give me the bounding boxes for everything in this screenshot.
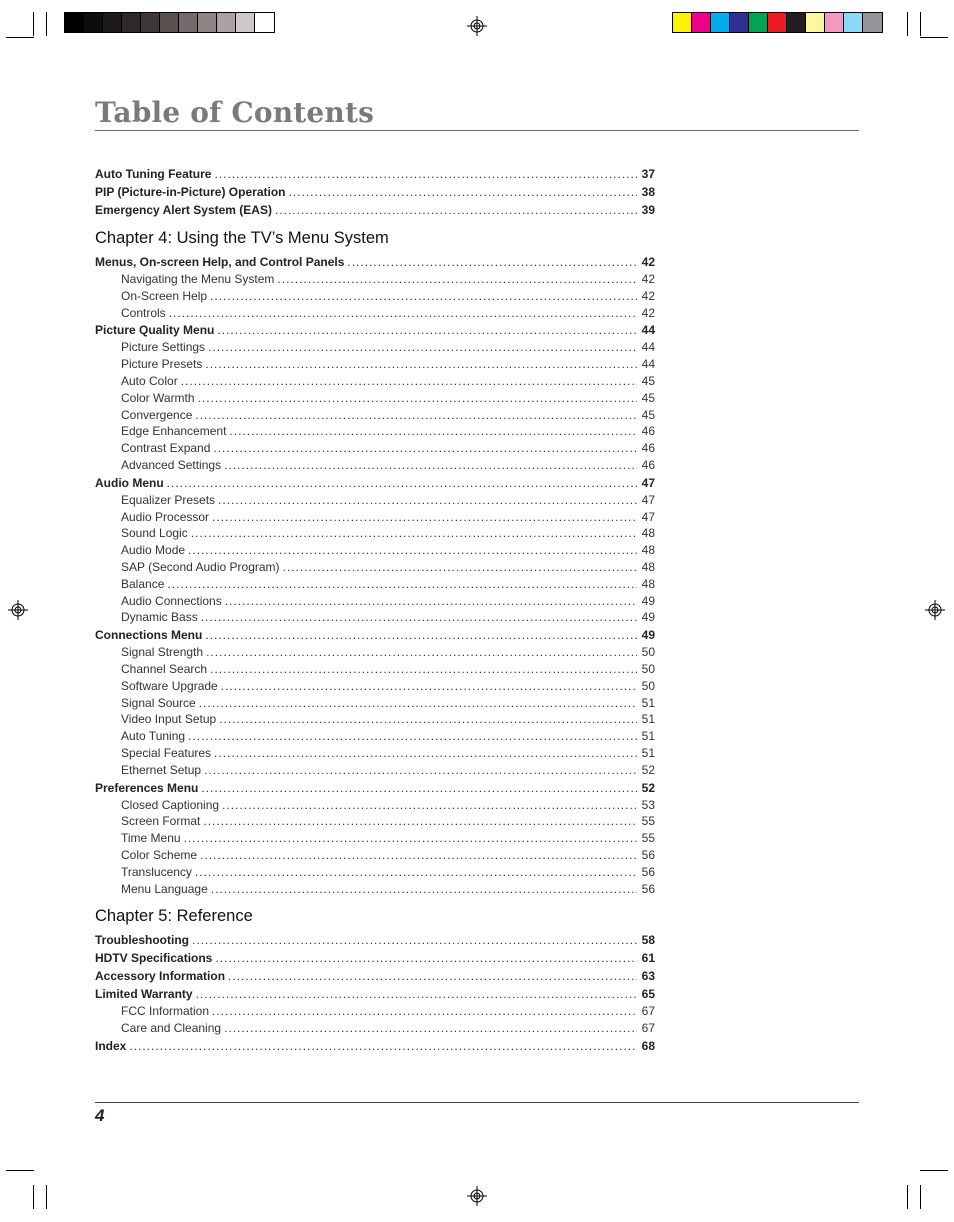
- crop-mark: [907, 1185, 908, 1209]
- dot-leader: [208, 339, 637, 356]
- toc-entry[interactable]: [95, 985, 655, 1003]
- chapter-5-heading: Chapter 5: Reference: [95, 907, 253, 926]
- dot-leader: [219, 711, 637, 728]
- toc-entry-label: Controls: [121, 305, 166, 320]
- toc-entry[interactable]: [95, 949, 655, 967]
- color-swatch: [179, 13, 198, 32]
- dot-leader: [211, 881, 637, 898]
- dot-leader: [192, 931, 637, 949]
- toc-entry-label: Navigating the Menu System: [121, 272, 275, 286]
- dot-leader: [212, 509, 637, 526]
- toc-subentry[interactable]: [95, 542, 655, 559]
- dot-leader: [129, 1037, 637, 1055]
- toc-subentry[interactable]: [95, 881, 655, 898]
- toc-entry[interactable]: [95, 931, 655, 949]
- toc-entry-page: 48: [641, 543, 655, 558]
- dot-leader: [212, 1003, 637, 1020]
- crop-mark: [907, 12, 908, 36]
- toc-subentry[interactable]: [95, 695, 655, 712]
- dot-leader: [195, 864, 637, 881]
- color-swatch: [236, 13, 255, 32]
- toc-subentry[interactable]: [95, 830, 655, 847]
- toc-entry-label: Menu Language: [121, 881, 208, 896]
- toc-subentry[interactable]: [95, 407, 655, 424]
- toc-entry-page: 42: [641, 305, 655, 320]
- toc-entry-page: 44: [641, 340, 655, 355]
- toc-subentry[interactable]: [95, 390, 655, 407]
- color-swatch: [198, 13, 217, 32]
- dot-leader: [188, 542, 637, 559]
- toc-entry[interactable]: [95, 183, 655, 201]
- toc-entry[interactable]: [95, 201, 655, 219]
- toc-entry[interactable]: [95, 321, 655, 339]
- toc-entry-label: Color Scheme: [121, 847, 198, 862]
- toc-entry-page: 56: [641, 864, 655, 879]
- toc-entry-label: Translucency: [121, 864, 192, 879]
- registration-mark-icon: [925, 600, 945, 620]
- toc-entry-page: 65: [641, 987, 655, 1002]
- toc-entry-page: 52: [641, 780, 655, 795]
- toc-subentry[interactable]: [95, 373, 655, 390]
- dot-leader: [169, 305, 637, 322]
- dot-leader: [222, 797, 637, 814]
- dot-leader: [288, 183, 637, 201]
- color-swatch: [255, 13, 274, 32]
- crop-mark: [920, 37, 948, 38]
- toc-entry-label: Care and Cleaning: [121, 1021, 222, 1036]
- toc-entry-label: Audio Menu: [95, 475, 164, 490]
- toc-entry-label: Signal Source: [121, 695, 196, 710]
- toc-entry-page: 37: [641, 167, 655, 181]
- table-of-contents: [95, 165, 655, 1055]
- toc-entry-label: Accessory Information: [95, 969, 226, 984]
- toc-entry-page: 48: [641, 559, 655, 574]
- dot-leader: [214, 745, 637, 762]
- toc-entry-page: 49: [641, 628, 655, 643]
- toc-subentry[interactable]: [95, 609, 655, 626]
- toc-entry-label: Screen Format: [121, 814, 201, 829]
- color-swatch: [84, 13, 103, 32]
- color-swatch: [730, 13, 749, 32]
- dot-leader: [206, 644, 637, 661]
- toc-entry-label: PIP (Picture-in-Picture) Operation: [95, 185, 286, 199]
- toc-subentry[interactable]: [95, 711, 655, 728]
- color-swatch: [844, 13, 863, 32]
- dot-leader: [199, 695, 637, 712]
- toc-entry-label: Preferences Menu: [95, 780, 199, 795]
- toc-subentry[interactable]: [95, 797, 655, 814]
- toc-subentry[interactable]: [95, 356, 655, 373]
- dot-leader: [228, 967, 637, 985]
- toc-entry-page: 48: [641, 526, 655, 541]
- toc-entry-label: Troubleshooting: [95, 933, 189, 948]
- toc-entry-page: 44: [641, 357, 655, 372]
- toc-entry-page: 49: [641, 593, 655, 608]
- toc-entry-label: Balance: [121, 576, 165, 591]
- toc-entry-label: Time Menu: [121, 831, 181, 846]
- registration-mark-icon: [467, 16, 487, 36]
- color-swatch: [711, 13, 730, 32]
- toc-entry[interactable]: [95, 626, 655, 644]
- toc-subentry[interactable]: [95, 423, 655, 440]
- toc-entry[interactable]: [95, 1037, 655, 1055]
- toc-entry-label: Emergency Alert System (EAS): [95, 203, 272, 217]
- dot-leader: [205, 356, 637, 373]
- toc-entry[interactable]: [95, 253, 655, 271]
- toc-subentry[interactable]: [95, 457, 655, 474]
- page-number: 4: [95, 1106, 105, 1125]
- dot-leader: [181, 373, 637, 390]
- toc-entry-page: 46: [641, 441, 655, 456]
- toc-entry-page: 46: [641, 457, 655, 472]
- toc-subentry[interactable]: [95, 745, 655, 762]
- toc-subentry[interactable]: [95, 509, 655, 526]
- dot-leader: [203, 813, 637, 830]
- toc-entry-page: 50: [641, 661, 655, 676]
- dot-leader: [167, 474, 637, 492]
- dot-leader: [221, 678, 637, 695]
- toc-entry-page: 44: [641, 323, 655, 338]
- dot-leader: [188, 728, 637, 745]
- dot-leader: [210, 661, 637, 678]
- toc-entry-page: 53: [641, 797, 655, 812]
- dot-leader: [210, 288, 637, 305]
- toc-entry-label: Dynamic Bass: [121, 610, 198, 625]
- toc-entry-label: Auto Tuning Feature: [95, 167, 212, 181]
- dot-leader: [275, 201, 637, 219]
- color-swatch: [103, 13, 122, 32]
- intro-entries: [95, 165, 655, 219]
- toc-entry-page: 45: [641, 390, 655, 405]
- toc-entry-page: 46: [641, 424, 655, 439]
- toc-entry-label: Channel Search: [121, 661, 208, 676]
- toc-entry-page: 45: [641, 373, 655, 388]
- toc-entry-page: 68: [641, 1038, 655, 1053]
- toc-entry-page: 42: [641, 272, 655, 286]
- toc-subentry[interactable]: [95, 440, 655, 457]
- toc-entry-label: Video Input Setup: [121, 712, 217, 727]
- dot-leader: [214, 165, 637, 183]
- chapter-4-heading: Chapter 4: Using the TV’s Menu System: [95, 229, 389, 247]
- dot-leader: [218, 492, 637, 509]
- toc-subentry[interactable]: [95, 492, 655, 509]
- registration-mark-icon: [467, 1186, 487, 1206]
- dot-leader: [184, 830, 637, 847]
- toc-entry-page: 42: [641, 288, 655, 303]
- title-divider: [95, 130, 859, 131]
- toc-subentry[interactable]: [95, 525, 655, 542]
- dot-leader: [196, 985, 637, 1003]
- crop-mark: [920, 12, 921, 36]
- toc-subentry[interactable]: [95, 271, 655, 288]
- dot-leader: [195, 407, 637, 424]
- toc-entry-page: 55: [641, 831, 655, 846]
- toc-subentry[interactable]: [95, 1003, 655, 1020]
- color-swatch: [122, 13, 141, 32]
- chapter-5-entries: [95, 931, 655, 1055]
- toc-entry-page: 48: [641, 576, 655, 591]
- dot-leader: [215, 949, 637, 967]
- toc-entry-page: 52: [641, 762, 655, 777]
- toc-entry-label: HDTV Specifications: [95, 951, 213, 966]
- crop-mark: [6, 37, 34, 38]
- toc-entry-label: Equalizer Presets: [121, 492, 216, 507]
- dot-leader: [200, 847, 637, 864]
- toc-entry-label: Auto Tuning: [121, 729, 186, 744]
- page-title: Table of Contents: [95, 96, 375, 129]
- toc-entry-label: Audio Processor: [121, 509, 210, 524]
- toc-entry-page: 56: [641, 881, 655, 896]
- toc-subentry[interactable]: [95, 339, 655, 356]
- color-swatch: [768, 13, 787, 32]
- color-swatch: [160, 13, 179, 32]
- toc-subentry[interactable]: [95, 288, 655, 305]
- color-swatch: [65, 13, 84, 32]
- toc-entry-page: 50: [641, 645, 655, 660]
- dot-leader: [201, 609, 637, 626]
- toc-entry-page: 61: [641, 951, 655, 966]
- dot-leader: [347, 253, 637, 271]
- toc-entry-page: 56: [641, 847, 655, 862]
- color-swatch: [217, 13, 236, 32]
- toc-subentry[interactable]: [95, 661, 655, 678]
- toc-entry-label: Convergence: [121, 407, 193, 422]
- toc-subentry[interactable]: [95, 864, 655, 881]
- toc-entry-label: Advanced Settings: [121, 457, 222, 472]
- color-swatch: [806, 13, 825, 32]
- toc-subentry[interactable]: [95, 762, 655, 779]
- toc-subentry[interactable]: [95, 1020, 655, 1037]
- toc-subentry[interactable]: [95, 576, 655, 593]
- dot-leader: [191, 525, 637, 542]
- toc-entry-page: 38: [641, 185, 655, 199]
- dot-leader: [225, 593, 637, 610]
- crop-mark: [46, 12, 47, 36]
- toc-entry-label: Sound Logic: [121, 526, 188, 541]
- toc-entry-label: Picture Quality Menu: [95, 323, 215, 338]
- toc-subentry[interactable]: [95, 728, 655, 745]
- color-swatch: [673, 13, 692, 32]
- toc-entry-label: Picture Settings: [121, 340, 206, 355]
- toc-entry-label: FCC Information: [121, 1004, 210, 1019]
- toc-entry-page: 42: [641, 255, 655, 269]
- toc-entry-label: Index: [95, 1038, 127, 1053]
- toc-subentry[interactable]: [95, 559, 655, 576]
- dot-leader: [204, 762, 637, 779]
- chapter-4-entries: [95, 253, 655, 897]
- color-swatch: [692, 13, 711, 32]
- color-swatch: [749, 13, 768, 32]
- toc-entry-page: 67: [641, 1021, 655, 1036]
- toc-subentry[interactable]: [95, 813, 655, 830]
- toc-entry-page: 50: [641, 678, 655, 693]
- toc-entry-page: 47: [641, 492, 655, 507]
- dot-leader: [213, 440, 637, 457]
- toc-entry-label: SAP (Second Audio Program): [121, 559, 280, 574]
- toc-entry-label: Contrast Expand: [121, 441, 211, 456]
- dot-leader: [201, 779, 637, 797]
- toc-entry-label: Ethernet Setup: [121, 762, 202, 777]
- toc-entry-label: Auto Color: [121, 373, 178, 388]
- dot-leader: [229, 423, 637, 440]
- toc-entry-page: 51: [641, 695, 655, 710]
- toc-entry-page: 49: [641, 610, 655, 625]
- registration-mark-icon: [8, 600, 28, 620]
- toc-entry-page: 45: [641, 407, 655, 422]
- toc-entry-page: 51: [641, 729, 655, 744]
- toc-entry-label: On-Screen Help: [121, 288, 208, 303]
- toc-entry-label: Closed Captioning: [121, 797, 220, 812]
- toc-entry-label: Signal Strength: [121, 645, 204, 660]
- toc-entry-label: Limited Warranty: [95, 987, 193, 1002]
- crop-mark: [920, 1170, 948, 1171]
- toc-entry-page: 55: [641, 814, 655, 829]
- footer-divider: [95, 1102, 859, 1103]
- toc-entry-page: 51: [641, 712, 655, 727]
- crop-mark: [33, 12, 34, 36]
- dot-leader: [224, 1020, 637, 1037]
- crop-mark: [33, 1185, 34, 1209]
- toc-entry-page: 58: [641, 933, 655, 948]
- dot-leader: [205, 626, 637, 644]
- toc-subentry[interactable]: [95, 644, 655, 661]
- toc-entry-label: Menus, On-screen Help, and Control Panels: [95, 255, 345, 269]
- toc-entry-label: Color Warmth: [121, 390, 195, 405]
- toc-entry-label: Picture Presets: [121, 357, 203, 372]
- toc-entry-label: Special Features: [121, 745, 212, 760]
- crop-mark: [46, 1185, 47, 1209]
- dot-leader: [217, 321, 637, 339]
- toc-entry-label: Software Upgrade: [121, 678, 218, 693]
- crop-mark: [920, 1185, 921, 1209]
- toc-subentry[interactable]: [95, 678, 655, 695]
- dot-leader: [283, 559, 637, 576]
- toc-entry-label: Edge Enhancement: [121, 424, 227, 439]
- toc-entry-page: 67: [641, 1004, 655, 1019]
- dot-leader: [167, 576, 637, 593]
- toc-entry-label: Audio Connections: [121, 593, 222, 608]
- gray-color-bar: [64, 12, 275, 33]
- toc-entry[interactable]: [95, 165, 655, 183]
- toc-entry-page: 47: [641, 475, 655, 490]
- toc-entry-page: 47: [641, 509, 655, 524]
- color-swatch: [825, 13, 844, 32]
- toc-entry-page: 39: [641, 203, 655, 217]
- toc-entry-label: Audio Mode: [121, 543, 186, 558]
- color-swatch: [787, 13, 806, 32]
- toc-entry[interactable]: [95, 967, 655, 985]
- dot-leader: [224, 457, 637, 474]
- toc-entry-label: Connections Menu: [95, 628, 203, 643]
- toc-entry-page: 51: [641, 745, 655, 760]
- toc-subentry[interactable]: [95, 305, 655, 322]
- color-swatch: [863, 13, 882, 32]
- dot-leader: [198, 390, 637, 407]
- color-swatch: [141, 13, 160, 32]
- dot-leader: [277, 271, 637, 288]
- toc-entry[interactable]: [95, 779, 655, 797]
- toc-entry-page: 63: [641, 969, 655, 984]
- process-color-bar: [672, 12, 883, 33]
- toc-entry[interactable]: [95, 474, 655, 492]
- toc-subentry[interactable]: [95, 847, 655, 864]
- crop-mark: [6, 1170, 34, 1171]
- toc-subentry[interactable]: [95, 593, 655, 610]
